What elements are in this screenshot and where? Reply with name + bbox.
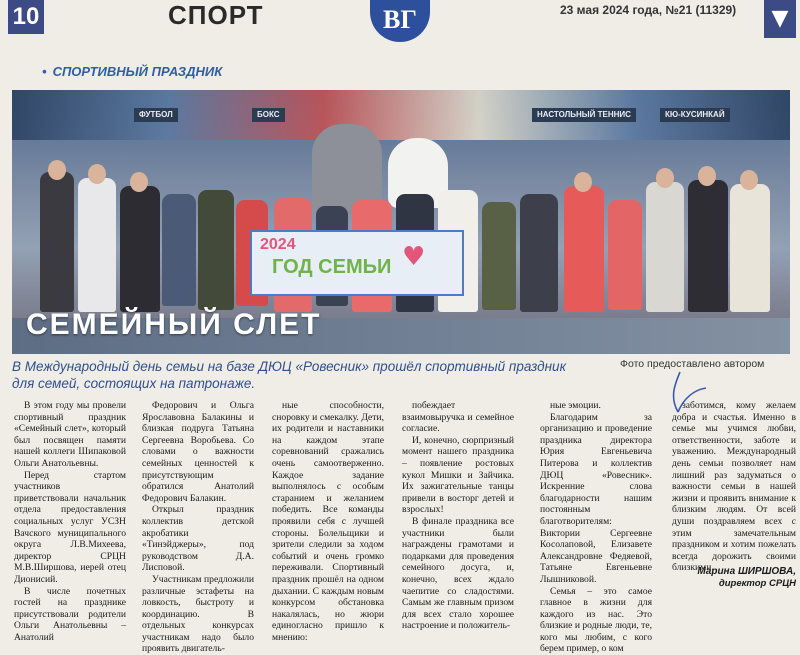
paragraph: Семья – это самое главное в жизни для каждого из нас. Это близкие и родные люди, те, кого мы любим, с кого берем пример, о ком: [540, 586, 652, 655]
paragraph: ные эмоции.: [540, 400, 652, 412]
section-title: СПОРТ: [168, 0, 264, 31]
paragraph: ные способности, сноровку и смекалку. Дети, их родители и наставники на каждом этапе соревнований сражались очень самоотверженно. Каждое задание выполнялось с особым старанием и желанием победить. Все команды проявили себя с лучшей стороны. Болельщики и зрители следили за ходом событий и очень громко переживали. Спортивный праздник прошёл на одном дыхании. С каждым новым конкурсом обстановка накалялась, но жюри единогласно пришло к мнению:: [272, 400, 384, 643]
rubric-text: СПОРТИВНЫЙ ПРАЗДНИК: [53, 64, 223, 79]
article-column-2: [142, 400, 254, 655]
paragraph: Открыл праздник коллектив детской акробатики «Тинэйджеры», под руководством Д.А. Лисповой.: [142, 504, 254, 574]
event-photo: [12, 90, 790, 354]
paragraph: Участникам предложили различные эстафеты на ловкость, быстроту и координацию. В отдельных конкурсах участникам надо было проявить двигатель-: [142, 574, 254, 655]
issue-dateline: 23 мая 2024 года, №21 (11329): [560, 3, 736, 17]
paragraph: В финале праздника все участники были награждены грамотами и подарками для проведения семейного досуга, и, конечно, всех ждало чаепитие со сладостями. Самым же главным призом для всех стало хорошее настроение и положитель-: [402, 516, 514, 632]
paragraph: побеждает взаимовыручка и семейное согласие.: [402, 400, 514, 435]
paragraph: Перед стартом участников приветствовали начальник отдела предоставления социальных услуг УСЗН Вачского муниципального округа Л.В.Михеева, директор СРЦН М.В.Ширшова, иерей отец Дионисий.: [14, 470, 126, 586]
chevron-down-icon[interactable]: ▼: [764, 0, 796, 38]
heart-icon: ♥: [402, 242, 425, 272]
sign-table-tennis: НАСТОЛЬНЫЙ ТЕННИС: [532, 108, 636, 122]
banner-year: 2024: [260, 236, 296, 254]
article-column-1: [14, 400, 126, 643]
article-column-3: [272, 400, 384, 643]
paragraph: В числе почетных гостей на празднике присутствовали родители Ольги Анатольевны – Анатолий: [14, 586, 126, 644]
bullet-icon: •: [42, 64, 47, 79]
paragraph: заботимся, кому желаем добра и счастья. Именно в семье мы учимся любви, ответственности, заботе и уважению. Международный день семьи позволяет нам лишний раз задуматься о важности семьи в нашей жизни и проявить внимание к близким людям. От всей души поздравляем всех с этим замечательным праздником и хотим пожелать всегда дорожить своими близкими.: [672, 400, 796, 574]
author-name: Марина ШИРШОВА,: [680, 566, 796, 577]
author-role: директор СРЦН: [680, 578, 796, 589]
year-of-family-banner: [250, 230, 464, 296]
page-number: 10: [8, 0, 44, 34]
article-lead: В Международный день семьи на базе ДЮЦ «Ровесник» прошёл спортивный праздник для семей, состоящих на патронаже.: [12, 358, 572, 392]
article-column-5: [540, 400, 652, 655]
article-headline: СЕМЕЙНЫЙ СЛЕТ: [26, 308, 321, 342]
sign-boxing: БОКС: [252, 108, 285, 122]
article-column-4: [402, 400, 514, 632]
paragraph: Благодарим за организацию и проведение праздника директора Юрия Евгеньевича Питерова и коллектив ДЮЦ «Ровесник». Искренние слова благодарности нашим постоянным благотворителям: Виктории Сергеевне Косолаповой, Елизавете Александровне Федяевой, Татьяне Евгеньевне Лышниковой.: [540, 412, 652, 586]
paragraph: И, конечно, сюрпризный момент нашего праздника – появление ростовых кукол Мишки и Зайчика. Их зажигательные танцы привели в восторг детей и взрослых!: [402, 435, 514, 516]
photo-credit: Фото предоставлено автором: [620, 358, 764, 370]
paragraph: Федорович и Ольга Ярославовна Балакины и близкая подруга Татьяна Сергеевна Воробьева. Со словами о важности семейных ценностей к присутствующим обратился Анатолий Федорович Балакин.: [142, 400, 254, 504]
sign-football: ФУТБОЛ: [134, 108, 178, 122]
sign-karate: КЮ-КУСИНКАЙ: [660, 108, 730, 122]
banner-text: ГОД СЕМЬИ: [272, 256, 391, 279]
article-column-6: [672, 400, 796, 574]
newspaper-logo: ВГ: [370, 0, 430, 42]
paragraph: В этом году мы провели спортивный праздник «Семейный слет», который был посвящен памяти нашей коллеги Шипаковой Ольги Анатольевны.: [14, 400, 126, 470]
rubric-label: [42, 64, 222, 79]
